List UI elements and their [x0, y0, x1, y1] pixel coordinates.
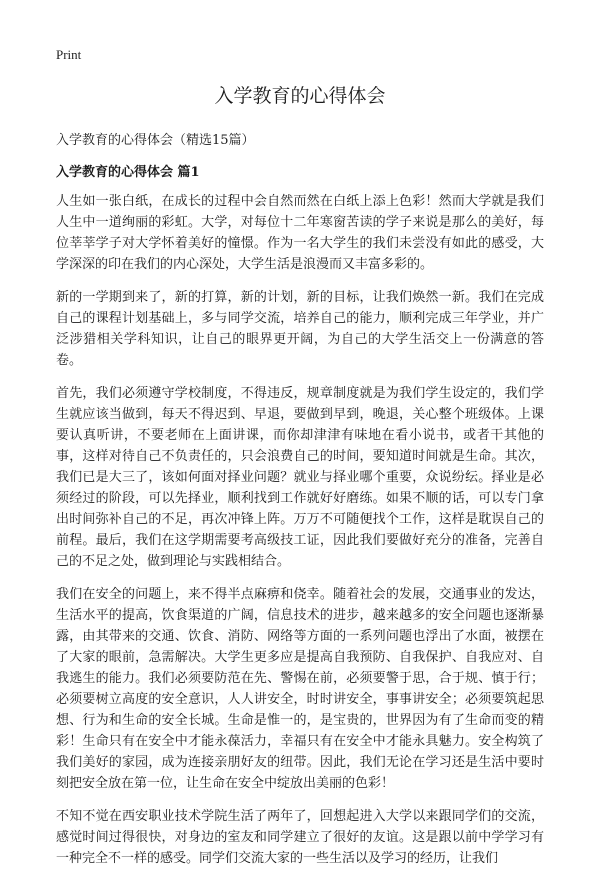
- section-heading: 入学教育的心得体会 篇1: [56, 165, 200, 180]
- paragraph: 我们在安全的问题上，来不得半点麻痹和侥幸。随着社会的发展，交通事业的发达，生活水平的提高，饮食渠道的广阔，信息技术的进步，越来越多的安全问题也逐渐暴露，由其带来的交通、饮食、消防、网络等方面的一系列问题也浮出了水面，被摆在了大家的眼前，急需解决。大学生更多应是提高自我预防、自我保护、自我应对、自我逃生的能力。我们必须要防范在先、警惕在前，必须要警于思，合于规、慎于行；必须要树立高度的安全意识，人人讲安全，时时讲安全，事事讲安全；必须要筑起思想、行为和生命的安全长城。生命是惟一的，是宝贵的，世界因为有了生命而变的精彩！生命只有在安全中才能永葆活力，幸福只有在安全中才能永具魅力。安全构筑了我们美好的家园，成为连接亲朋好友的纽带。因此，我们无论在学习还是生活中要时刻把安全放在第一位，让生命在安全中绽放出美丽的色彩！: [56, 587, 544, 791]
- paragraph: 人生如一张白纸，在成长的过程中会自然而然在白纸上添上色彩！然而大学就是我们人生中一道绚丽的彩虹。大学，对每位十二年寒窗苦读的学子来说是那么的美好，每位莘莘学子对大学怀着美好的憧憬。作为一名大学生的我们未尝没有如此的感受，大学深深的印在我们的内心深处，大学生活是浪漫而又丰富多彩的。: [56, 194, 544, 272]
- paragraph: 首先，我们必须遵守学校制度，不得违反，规章制度就是为我们学生设定的，我们学生就应该当做到，每天不得迟到、早退，要做到早到，晚退，关心整个班级体。上课要认真听讲，不要老师在上面讲课，而你却津津有味地在看小说书，或者干其他的事，这样对待自己不负责任的，只会浪费自己的时间，要知道时间就是生命。其次，我们已是大三了，该如何面对择业问题？就业与择业哪个重要，众说纷纭。择业是必须经过的阶段，可以先择业，顺利找到工作就好好磨练。如果不顺的话，可以专门拿出时间弥补自己的不足，再次冲锋上阵。万万不可随便找个工作，这样是耽误自己的前程。最后，我们在这学期需要考高级技工证，因此我们要做好充分的准备，完善自己的不足之处，做到理论与实践相结合。: [56, 386, 544, 569]
- print-link[interactable]: Print: [56, 47, 82, 62]
- paragraph: 不知不觉在西安职业技术学院生活了两年了，回想起进入大学以来跟同学们的交流，感觉时间过得很快，对身边的室友和同学建立了很好的友谊。这是跟以前中学学习有一种完全不一样的感受。同学们交流大家的一些生活以及学习的经历，让我们: [56, 809, 544, 866]
- page-title: 入学教育的心得体会: [214, 85, 386, 107]
- paragraph: 新的一学期到来了，新的打算，新的计划，新的目标，让我们焕然一新。我们在完成自己的课程计划基础上，多与同学交流，培养自己的能力，顺利完成三年学业，并广泛涉猎相关学科知识，让自己的眼界更开阔，为自己的大学生活交上一份满意的答卷。: [56, 290, 544, 368]
- document-subtitle: 入学教育的心得体会（精选15篇）: [56, 133, 255, 148]
